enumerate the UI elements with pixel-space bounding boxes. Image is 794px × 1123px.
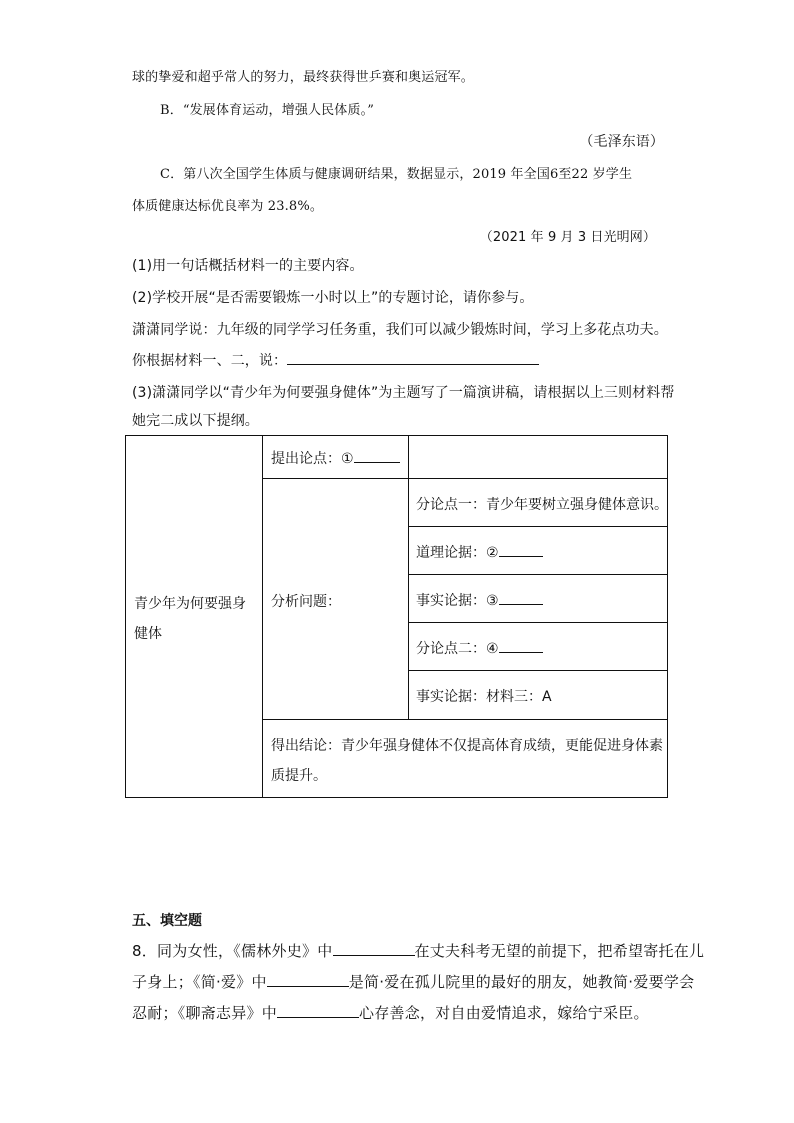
q8-line1-part-a: 8．同为女性，《儒林外史》中 (132, 942, 333, 960)
material3-item-c-line1: C．第八次全国学生体质与健康调研结果，数据显示，2019 年全国6至22 岁学生 (160, 167, 633, 182)
propose-label-text: 提出论点：① (271, 451, 354, 467)
answer-blank-3[interactable] (499, 592, 543, 605)
answer-blank-4[interactable] (499, 640, 543, 653)
question-8-line1 (132, 940, 704, 961)
q8-blank-1[interactable] (333, 943, 415, 956)
question-1: (1)用一句话概括材料一的主要内容。 (132, 258, 364, 274)
question-8-line2 (132, 971, 694, 992)
fact-evidence-1-text: 事实论据：③ (416, 593, 499, 609)
q8-line2-part-b: 是简·爱在孤儿院里的最好的朋友，她教简·爱要学会 (348, 973, 695, 991)
table-conclusion-line2: 质提升。 (271, 768, 327, 784)
reason-evidence-text: 道理论据：② (416, 545, 499, 561)
q8-line3-part-b: 心存善念，对自由爱情追求，嫁给宁采臣。 (359, 1004, 649, 1022)
material3-line1-continuation: 球的挚爱和超乎常人的努力，最终获得世乒赛和奥运冠军。 (132, 70, 474, 85)
question-2: (2)学校开展“是否需要锻炼一小时以上”的专题讨论，请你参与。 (132, 290, 534, 306)
material3-item-b-source: （毛泽东语） (579, 134, 664, 150)
table-divider-row3 (408, 574, 667, 575)
answer-blank-2[interactable] (499, 544, 543, 557)
q8-line3-part-a: 忍耐；《聊斋志异》中 (132, 1004, 278, 1022)
section-5-title: 五、填空题 (132, 913, 202, 929)
material3-item-c-line2: 体质健康达标优良率为 23.8%。 (132, 199, 323, 214)
q8-blank-2[interactable] (267, 974, 349, 987)
q8-blank-3[interactable] (277, 1005, 359, 1018)
table-divider-row4 (408, 622, 667, 623)
q8-line2-part-a: 子身上；《简·爱》中 (132, 973, 267, 991)
q8-line1-part-b: 在丈夫科考无望的前提下，把希望寄托在儿 (414, 942, 705, 960)
sub-point-2-text: 分论点二：④ (416, 641, 499, 657)
question-8-line3 (132, 1002, 649, 1023)
table-divider-row6 (262, 719, 667, 720)
table-topic-line2: 健体 (134, 626, 162, 642)
question-3-line1: (3)潇潇同学以“青少年为何要强身健体”为主题写了一篇演讲稿，请根据以上三则材料帮 (132, 385, 675, 401)
question-2-statement: 潇潇同学说：九年级的同学学习任务重，我们可以减少锻炼时间，学习上多花点功夫。 (132, 322, 668, 338)
table-propose-label (271, 448, 400, 468)
table-sub-point-1: 分论点一：青少年要树立强身健体意识。 (416, 497, 668, 513)
outline-table (125, 435, 668, 798)
table-fact-evidence-2: 事实论据：材料三：A (416, 689, 552, 705)
table-reason-evidence (416, 542, 543, 562)
table-analysis-label: 分析问题： (271, 594, 341, 610)
table-conclusion-line1: 得出结论：青少年强身健体不仅提高体育成绩，更能促进身体素 (271, 738, 663, 754)
question-2-answer-blank[interactable] (287, 364, 539, 365)
answer-blank-1[interactable] (354, 450, 400, 463)
table-divider-row1 (262, 478, 667, 479)
table-divider-row2 (408, 526, 667, 527)
table-sub-point-2 (416, 638, 543, 658)
table-fact-evidence-1 (416, 590, 543, 610)
material3-item-c-source: （2021 年 9 月 3 日光明网） (479, 230, 656, 245)
question-2-prompt: 你根据材料一、二，说： (132, 353, 288, 369)
table-divider-col1 (262, 436, 263, 797)
table-divider-row5 (408, 670, 667, 671)
material3-item-b: B．“发展体育运动，增强人民体质。” (160, 103, 375, 118)
question-3-line2: 她完二成以下提纲。 (132, 413, 259, 429)
table-topic-line1: 青少年为何要强身 (134, 596, 246, 612)
